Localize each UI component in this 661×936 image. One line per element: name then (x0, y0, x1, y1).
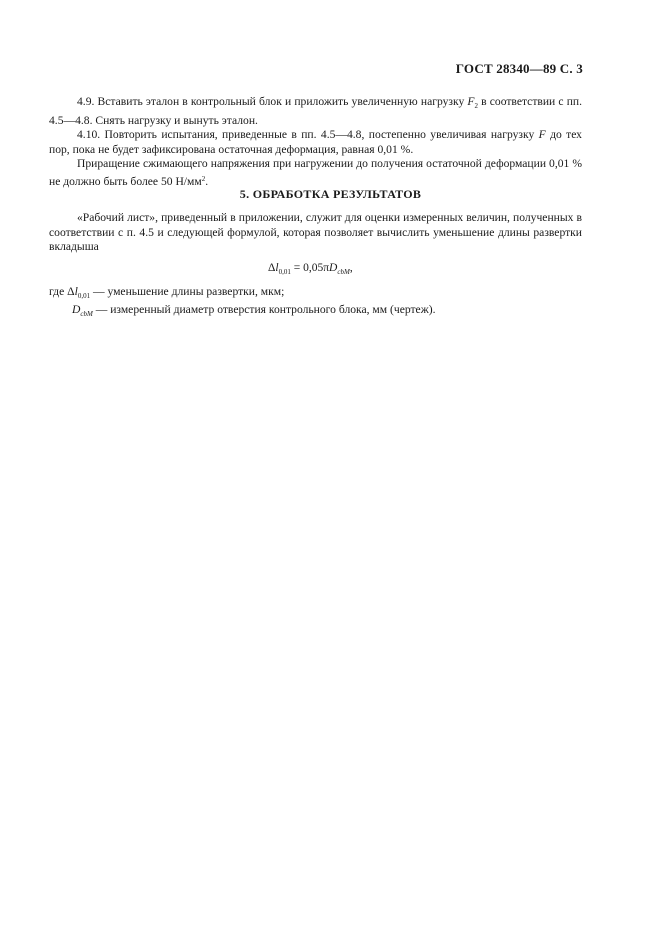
results-paragraph-block (49, 211, 582, 255)
definition-delta-l (49, 285, 582, 303)
definition-l-subscript: 0,01 (77, 292, 91, 300)
variable-f: F (467, 95, 475, 108)
formula-d-subscript: cbM (337, 268, 350, 276)
paragraph-4-10 (49, 128, 582, 157)
formula-d: D (329, 262, 338, 274)
definition-d-subscript: cbM (80, 310, 93, 318)
formula-l: l (275, 262, 279, 274)
formula (268, 262, 353, 276)
formula-comma: , (349, 262, 353, 274)
paragraph-stress-text-a: Приращение сжимающего напряжения при нагружении до получения остаточной деформации 0,01 % не должно быть более 50 Н/мм (49, 157, 582, 188)
top-paragraphs (49, 95, 582, 189)
formula-delta: Δ (268, 262, 276, 274)
formula-pi: π (323, 262, 330, 274)
paragraph-4-9 (49, 95, 582, 128)
paragraph-4-9-text-a: 4.9. Вставить эталон в контрольный блок и приложить увеличенную нагрузку (77, 95, 468, 108)
variable-f: F (538, 128, 546, 141)
definition-d-var: D (72, 303, 81, 316)
paragraph-stress-increment (49, 157, 582, 189)
page-header: ГОСТ 28340—89 С. 3 (455, 61, 583, 76)
definition-prefix: где Δ (49, 285, 75, 298)
definition-d (49, 303, 582, 321)
formula-l-subscript: 0,01 (278, 268, 291, 276)
variable-f-subscript: 2 (474, 102, 478, 110)
definition-delta-l-text: — уменьшение длины развертки, мкм; (90, 285, 285, 298)
definition-d-text: — измеренный диаметр отверстия контрольного блока, мм (чертеж). (92, 303, 436, 316)
paragraph-4-9-text-b: в соответствии с пп. 4.5—4.8. Снять нагрузку и вынуть эталон. (49, 95, 582, 127)
paragraph-stress-text-b: . (205, 174, 209, 188)
definition-l: l (74, 285, 78, 298)
section-title: 5. ОБРАБОТКА РЕЗУЛЬТАТОВ (239, 187, 422, 201)
paragraph-4-10-text-a: 4.10. Повторить испытания, приведенные в пп. 4.5—4.8, постепенно увеличивая нагрузку (77, 128, 539, 141)
paragraph-4-10-text-b: до тех пор, пока не будет зафиксирована остаточная деформация, равная 0,01 %. (49, 128, 582, 156)
formula-equals: = 0,05 (290, 262, 324, 274)
definitions (49, 285, 582, 321)
results-paragraph: «Рабочий лист», приведенный в приложении, служит для оценки измеренных величин, полученных в соответствии с п. 4.5 и следующей формулой, которая позволяет вычислить уменьшение длины развертки вкладыша (49, 211, 582, 253)
unit-superscript: 2 (201, 174, 206, 183)
